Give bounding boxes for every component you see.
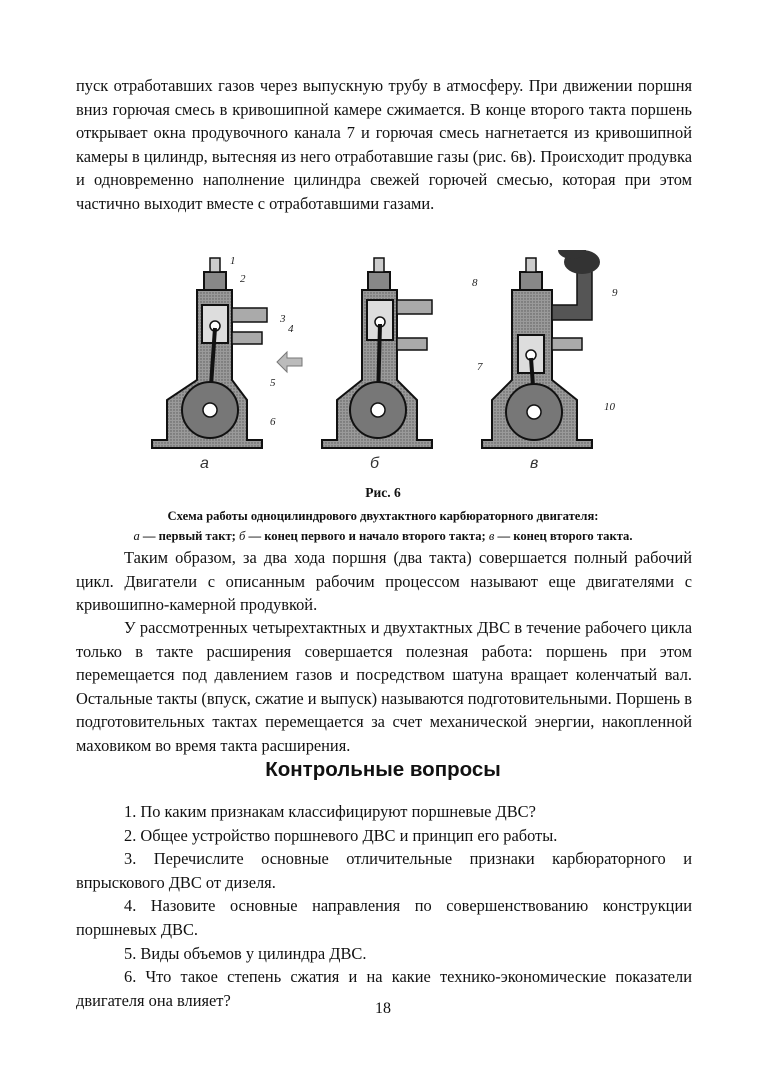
question-item: 4. Назовите основные направления по совершенствованию конструкции поршневых ДВС. — [76, 896, 692, 939]
question-item: 5. Виды объемов у цилиндра ДВС. — [124, 943, 367, 963]
panel-letter-a: а — [200, 455, 209, 472]
question-item: 1. По каким признакам классифицируют поршневые ДВС? — [124, 802, 536, 821]
callout-8: 8 — [472, 277, 478, 289]
legend-text-c: — конец второго такта. — [494, 529, 633, 543]
legend-letter-c: в — [488, 529, 495, 543]
callout-9: 9 — [612, 287, 618, 299]
section-title: Контрольные вопросы — [265, 758, 501, 781]
figure-legend — [0, 529, 766, 544]
callout-5: 5 — [270, 377, 276, 389]
figure-caption: Схема работы одноцилиндрового двухтактного карбюраторного двигателя: — [167, 509, 599, 523]
engine-panel-a — [152, 258, 302, 448]
callout-7: 7 — [477, 361, 483, 373]
question-item: 3. Перечислите основные отличительные признаки карбюраторного и впрыскового ДВС от дизеля. — [76, 849, 692, 892]
legend-text-a: — первый такт; — [139, 529, 239, 543]
callout-1: 1 — [230, 255, 236, 267]
engine-panel-b — [322, 258, 432, 448]
question-item: 6. Что такое степень сжатия и на какие технико-экономические показатели двигателя она влияет? — [76, 967, 692, 1010]
legend-letter-a: а — [133, 529, 140, 543]
paragraph-summary: Таким образом, за два хода поршня (два такта) совершается полный рабочий цикл. Двигатели с описанным рабочим процессом называют еще двигателями с кривошипно-камерной продувкой. — [76, 548, 692, 615]
paragraph-useful-work: У рассмотренных четырехтактных и двухтактных ДВС в течение рабочего цикла только в такте расширения совершается полезная работа: поршень при этом перемещается под давлением газов и посредством шатуна вращает коленчатый вал. Остальные такты (впуск, сжатие и выпуск) называются подготовительными. Поршень в подготовительных тактах перемещается за счет механической энергии, накопленной маховиком во время такта расширения. — [76, 618, 692, 755]
panel-letter-c: в — [530, 455, 539, 472]
panel-letter-b: б — [370, 455, 379, 472]
legend-letter-b: б — [238, 529, 246, 543]
callout-2: 2 — [240, 273, 246, 285]
callout-3: 3 — [280, 313, 286, 325]
question-item: 2. Общее устройство поршневого ДВС и принцип его работы. — [124, 825, 558, 845]
page-number: 18 — [375, 1000, 391, 1017]
callout-10: 10 — [604, 401, 615, 413]
figure-label: Рис. 6 — [365, 485, 401, 500]
legend-text-b: — конец первого и начало второго такта; — [245, 529, 489, 543]
callout-4: 4 — [288, 323, 294, 335]
callout-6: 6 — [270, 416, 276, 428]
engine-panel-c — [482, 250, 600, 448]
questions-list — [76, 800, 692, 1012]
engine-diagram — [142, 250, 622, 475]
paragraph-continuation: пуск отработавших газов через выпускную трубу в атмосферу. При движении поршня вниз горючая смесь в кривошипной камере сжимается. В конце второго такта поршень открывает окна продувочного канала 7 и горючая смесь нагнетается из кривошипной камеры в цилиндр, вытесняя из него отработавшие газы (рис. 6в). Происходит продувка и одновременно наполнение цилиндра свежей горючей смесью, которая при этом частично выходит вместе с отработавшими газами. — [76, 76, 692, 213]
